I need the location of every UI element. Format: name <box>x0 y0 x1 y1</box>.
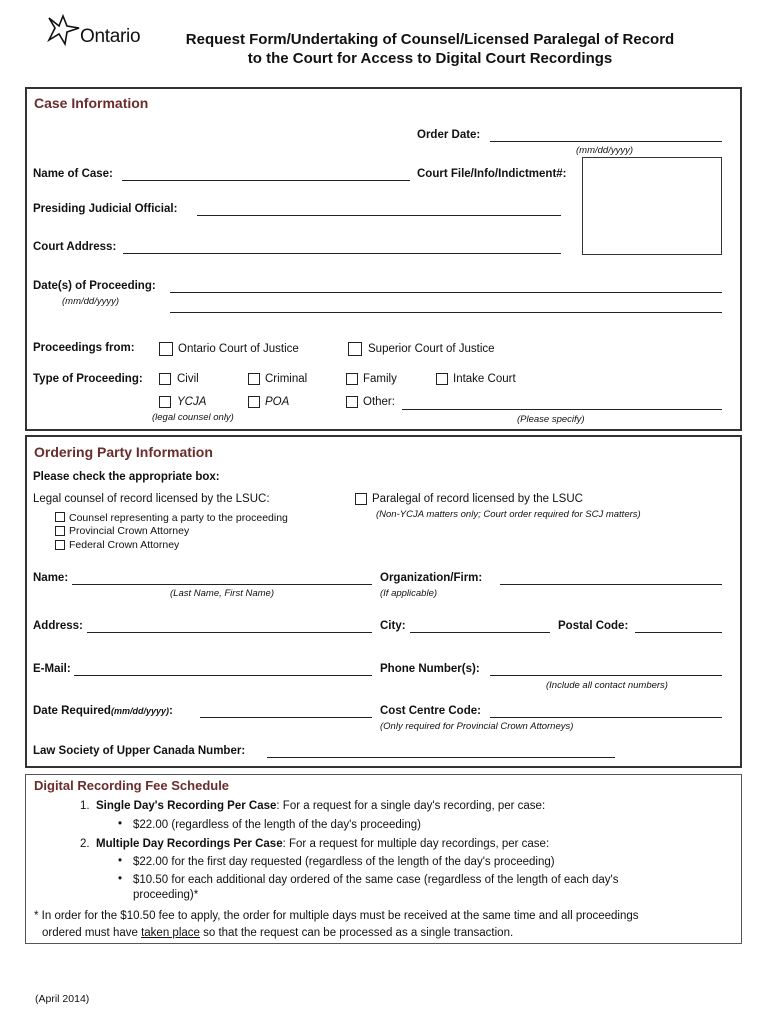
phone-label: Phone Number(s): <box>380 663 480 675</box>
email-label: E-Mail: <box>33 663 71 675</box>
counsel-party-label: Counsel representing a party to the proceeding <box>69 512 288 524</box>
fee-item-1: 1. Single Day's Recording Per Case: For a request for a single day's recording, per case: <box>80 800 546 812</box>
ordering-party-section <box>25 435 742 768</box>
fee-item-2-detail-2b: proceeding)* <box>133 889 199 901</box>
paralegal-checkbox[interactable] <box>355 493 367 505</box>
name-of-case-label: Name of Case: <box>33 168 113 180</box>
phone-hint: (Include all contact numbers) <box>546 680 668 691</box>
lsuc-number-field[interactable] <box>267 757 615 758</box>
poa-label: POA <box>265 396 290 408</box>
ontario-wordmark: Ontario <box>80 26 141 47</box>
dates-hint: (mm/dd/yyyy) <box>62 296 119 307</box>
fee-item-2: 2. Multiple Day Recordings Per Case: For a request for multiple day recordings, per case: <box>80 838 550 850</box>
court-address-label: Court Address: <box>33 241 117 253</box>
counsel-party-checkbox[interactable] <box>55 512 65 522</box>
check-instruction: Please check the appropriate box: <box>33 471 220 483</box>
postal-code-field[interactable] <box>635 632 722 633</box>
other-label: Other: <box>363 396 395 408</box>
fee-item-1-bullet: • <box>118 818 123 830</box>
criminal-checkbox[interactable] <box>248 373 260 385</box>
postal-code-label: Postal Code: <box>558 620 629 632</box>
superior-court-label: Superior Court of Justice <box>368 343 495 355</box>
revision-date: (April 2014) <box>35 993 90 1005</box>
legal-counsel-only-note: (legal counsel only) <box>152 412 234 423</box>
cost-centre-field[interactable] <box>490 717 722 718</box>
city-label: City: <box>380 620 406 632</box>
ontario-court-label: Ontario Court of Justice <box>178 343 299 355</box>
cost-centre-label: Cost Centre Code: <box>380 705 481 717</box>
legal-counsel-label: Legal counsel of record licensed by the LSUC: <box>33 493 270 505</box>
other-checkbox[interactable] <box>346 396 358 408</box>
fee-item-2-detail-1: $22.00 for the first day requested (regardless of the length of the day's proceeding) <box>133 856 555 868</box>
type-of-proceeding-label: Type of Proceeding: <box>33 373 143 385</box>
email-field[interactable] <box>74 675 372 676</box>
court-file-label: Court File/Info/Indictment#: <box>417 168 567 180</box>
form-title: Request Form/Undertaking of Counsel/Licensed Paralegal of Record to the Court for Access to Digital Court Recordings <box>185 31 675 67</box>
federal-crown-checkbox[interactable] <box>55 540 65 550</box>
provincial-crown-checkbox[interactable] <box>55 526 65 536</box>
fee-item-2-bullet-1: • <box>118 855 123 867</box>
paralegal-label: Paralegal of record licensed by the LSUC <box>372 493 583 505</box>
fee-schedule-title: Digital Recording Fee Schedule <box>34 778 230 793</box>
civil-checkbox[interactable] <box>159 373 171 385</box>
name-field[interactable] <box>72 584 372 585</box>
fee-footnote-line-2: ordered must have taken place so that the request can be processed as a single transaction. <box>42 927 514 939</box>
cost-centre-hint: (Only required for Provincial Crown Attorneys) <box>380 721 574 732</box>
proceedings-from-label: Proceedings from: <box>33 342 135 354</box>
organization-field[interactable] <box>500 584 722 585</box>
superior-court-checkbox[interactable] <box>348 342 362 356</box>
organization-hint: (If applicable) <box>380 588 438 599</box>
court-address-field[interactable] <box>123 253 561 254</box>
fee-item-1-detail: $22.00 (regardless of the length of the day's proceeding) <box>133 819 421 831</box>
name-of-case-field[interactable] <box>122 180 410 181</box>
address-field[interactable] <box>87 632 372 633</box>
order-date-field[interactable] <box>490 141 722 142</box>
name-hint: (Last Name, First Name) <box>170 588 274 599</box>
paralegal-note: (Non-YCJA matters only; Court order required for SCJ matters) <box>376 509 641 520</box>
city-field[interactable] <box>410 632 550 633</box>
provincial-crown-label: Provincial Crown Attorney <box>69 525 190 537</box>
case-information-title: Case Information <box>34 95 149 111</box>
ontario-court-checkbox[interactable] <box>159 342 173 356</box>
presiding-official-field[interactable] <box>197 215 561 216</box>
fee-item-2-bullet-2: • <box>118 873 123 885</box>
intake-court-label: Intake Court <box>453 373 516 385</box>
organization-label: Organization/Firm: <box>380 572 483 584</box>
ordering-party-title: Ordering Party Information <box>34 444 213 460</box>
name-label: Name: <box>33 572 69 584</box>
family-checkbox[interactable] <box>346 373 358 385</box>
fee-item-2-detail-2a: $10.50 for each additional day ordered of the same case (regardless of the length of each day's <box>133 874 619 886</box>
intake-court-checkbox[interactable] <box>436 373 448 385</box>
please-specify-note: (Please specify) <box>517 414 585 425</box>
address-label: Address: <box>33 620 83 632</box>
other-specify-field[interactable] <box>402 409 722 410</box>
dates-of-proceeding-label: Date(s) of Proceeding: <box>33 280 156 292</box>
federal-crown-label: Federal Crown Attorney <box>69 539 180 551</box>
criminal-label: Criminal <box>265 373 308 385</box>
ycja-checkbox[interactable] <box>159 396 171 408</box>
ycja-label: YCJA <box>177 396 207 408</box>
dates-of-proceeding-field[interactable] <box>170 292 722 293</box>
lsuc-number-label: Law Society of Upper Canada Number: <box>33 745 246 757</box>
date-required-field[interactable] <box>200 717 372 718</box>
poa-checkbox[interactable] <box>248 396 260 408</box>
order-date-label: Order Date: <box>417 129 481 141</box>
presiding-official-label: Presiding Judicial Official: <box>33 203 178 215</box>
court-file-field[interactable] <box>582 157 722 255</box>
fee-footnote-line-1: * In order for the $10.50 fee to apply, the order for multiple days must be received at the same time and all proceedings <box>34 910 639 922</box>
family-label: Family <box>363 373 397 385</box>
dates-of-proceeding-field-2[interactable] <box>170 312 722 313</box>
civil-label: Civil <box>177 373 199 385</box>
date-required-label: Date Required(mm/dd/yyyy): <box>33 705 173 717</box>
phone-field[interactable] <box>490 675 722 676</box>
order-date-hint: (mm/dd/yyyy) <box>576 145 633 156</box>
